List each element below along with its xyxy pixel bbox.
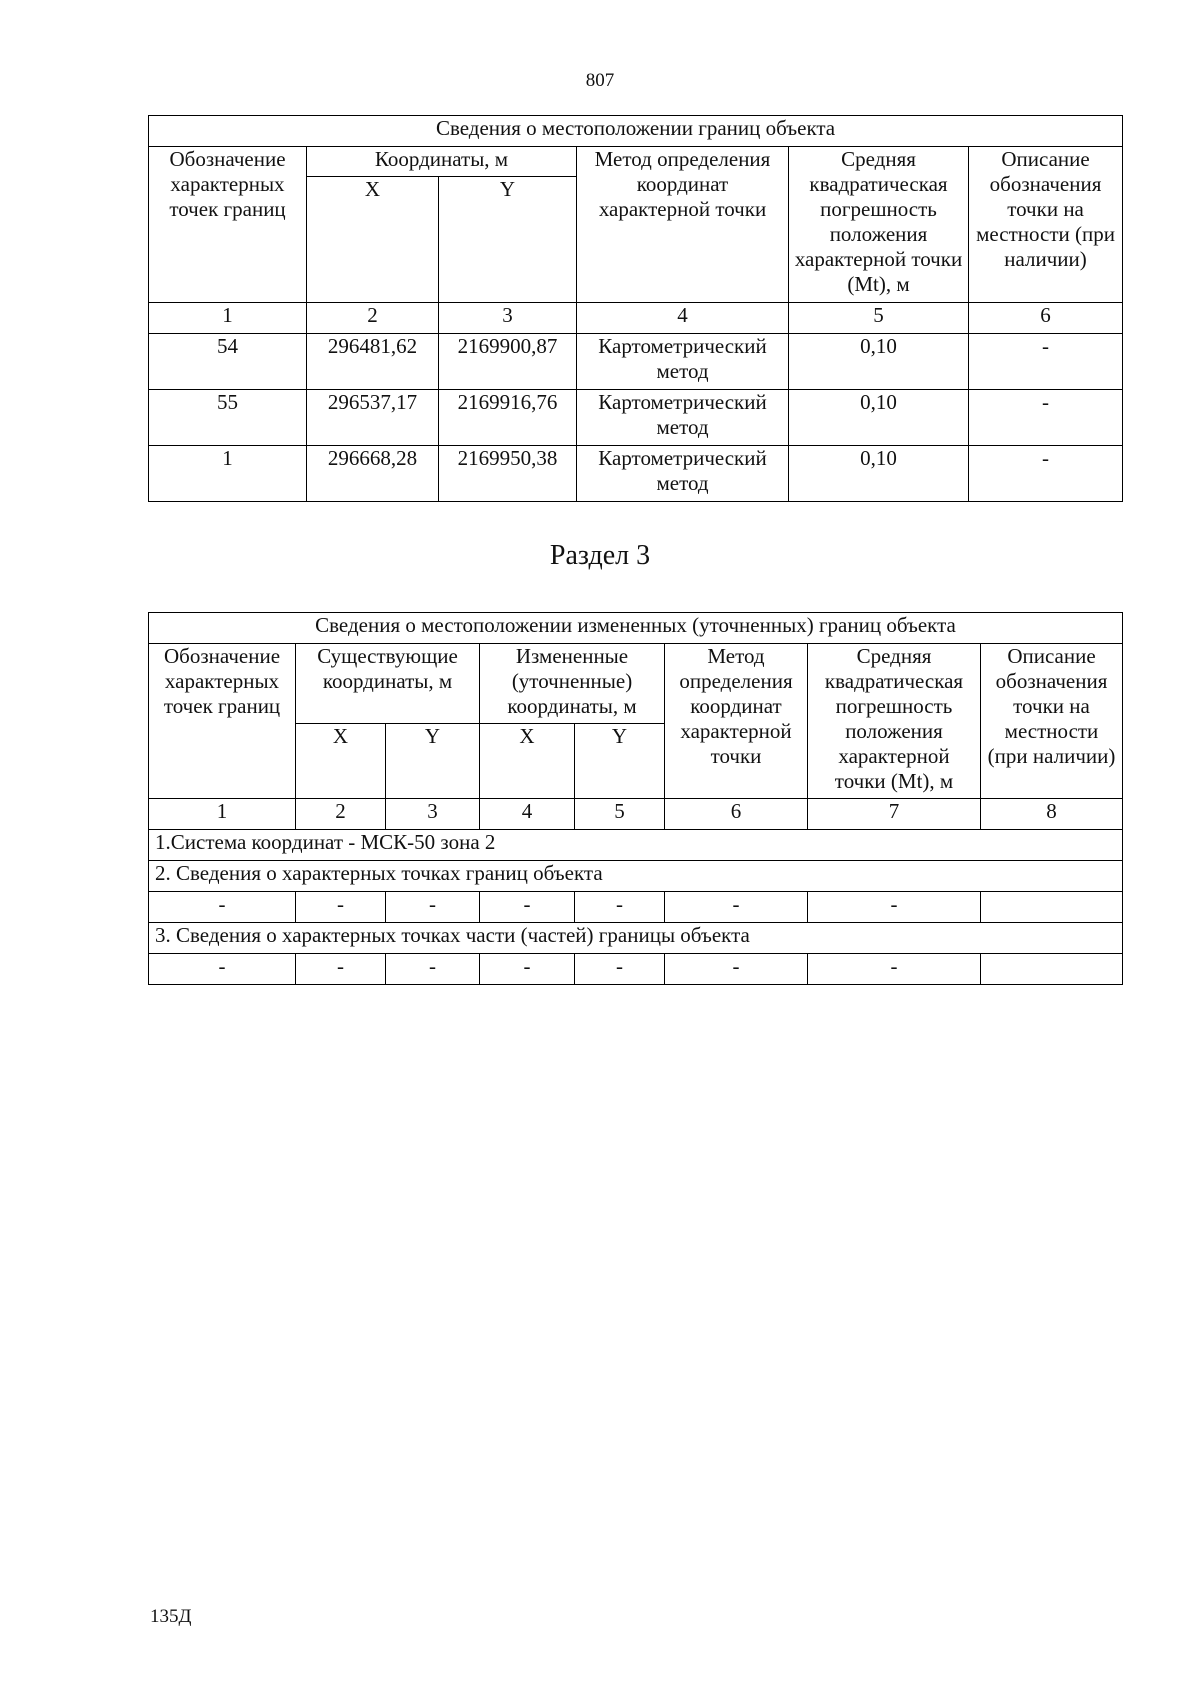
description: - bbox=[969, 446, 1123, 502]
header-changed-coordinates: Измененные (уточненные) координаты, м bbox=[480, 644, 665, 724]
empty-cell: - bbox=[149, 954, 296, 985]
column-number: 3 bbox=[386, 799, 480, 830]
column-number: 1 bbox=[149, 799, 296, 830]
coord-y: 2169950,38 bbox=[439, 446, 577, 502]
empty-cell: - bbox=[296, 954, 386, 985]
column-number: 2 bbox=[307, 303, 439, 334]
header-method: Метод определения координат характерной точки bbox=[665, 644, 808, 799]
page-number: 807 bbox=[585, 70, 615, 91]
empty-cell: - bbox=[575, 954, 665, 985]
empty-cell: - bbox=[808, 954, 981, 985]
point-number: 55 bbox=[149, 390, 307, 446]
empty-cell: - bbox=[149, 892, 296, 923]
method: Картометрический метод bbox=[577, 390, 789, 446]
header-error: Средняя квадратическая погрешность положения характерной точки (Mt), м bbox=[789, 147, 969, 303]
changed-boundaries-table bbox=[148, 612, 1123, 985]
point-number: 54 bbox=[149, 334, 307, 390]
column-number: 7 bbox=[808, 799, 981, 830]
header-description: Описание обозначения точки на местности (при наличии) bbox=[981, 644, 1123, 799]
error-mt: 0,10 bbox=[789, 446, 969, 502]
header-description: Описание обозначения точки на местности (при наличии) bbox=[969, 147, 1123, 303]
error-mt: 0,10 bbox=[789, 334, 969, 390]
section-row-part-boundary-points: 3. Сведения о характерных точках части (частей) границы объекта bbox=[149, 923, 1123, 954]
column-number: 5 bbox=[789, 303, 969, 334]
boundary-points-table bbox=[148, 115, 1123, 502]
header-x: X bbox=[480, 724, 575, 799]
table-row bbox=[149, 954, 1123, 985]
column-number: 2 bbox=[296, 799, 386, 830]
column-number: 1 bbox=[149, 303, 307, 334]
coord-x: 296668,28 bbox=[307, 446, 439, 502]
column-number: 4 bbox=[577, 303, 789, 334]
empty-cell: - bbox=[665, 892, 808, 923]
table-row bbox=[149, 390, 1123, 446]
empty-cell: - bbox=[296, 892, 386, 923]
empty-cell bbox=[981, 892, 1123, 923]
table-title: Сведения о местоположении границ объекта bbox=[149, 116, 1123, 147]
coord-y: 2169900,87 bbox=[439, 334, 577, 390]
method: Картометрический метод bbox=[577, 446, 789, 502]
table-title: Сведения о местоположении измененных (уточненных) границ объекта bbox=[149, 613, 1123, 644]
empty-cell: - bbox=[386, 954, 480, 985]
column-number-row bbox=[149, 799, 1123, 830]
point-number: 1 bbox=[149, 446, 307, 502]
section-row-coordinate-system: 1.Система координат - МСК-50 зона 2 bbox=[149, 830, 1123, 861]
header-y: Y bbox=[439, 177, 577, 303]
empty-cell: - bbox=[480, 892, 575, 923]
column-number: 3 bbox=[439, 303, 577, 334]
header-x: X bbox=[307, 177, 439, 303]
header-existing-coordinates: Существующие координаты, м bbox=[296, 644, 480, 724]
error-mt: 0,10 bbox=[789, 390, 969, 446]
column-number: 4 bbox=[480, 799, 575, 830]
column-number: 6 bbox=[969, 303, 1123, 334]
empty-cell: - bbox=[480, 954, 575, 985]
section-row-boundary-points: 2. Сведения о характерных точках границ объекта bbox=[149, 861, 1123, 892]
empty-cell: - bbox=[665, 954, 808, 985]
column-number: 5 bbox=[575, 799, 665, 830]
footer-code: 135Д bbox=[150, 1606, 192, 1627]
header-x: X bbox=[296, 724, 386, 799]
header-y: Y bbox=[575, 724, 665, 799]
description: - bbox=[969, 390, 1123, 446]
section-heading: Раздел 3 bbox=[549, 540, 651, 571]
table-row bbox=[149, 334, 1123, 390]
coord-y: 2169916,76 bbox=[439, 390, 577, 446]
column-number-row bbox=[149, 303, 1123, 334]
table-row bbox=[149, 446, 1123, 502]
empty-cell bbox=[981, 954, 1123, 985]
header-y: Y bbox=[386, 724, 480, 799]
coord-x: 296481,62 bbox=[307, 334, 439, 390]
coord-x: 296537,17 bbox=[307, 390, 439, 446]
header-designation: Обозначение характерных точек границ bbox=[149, 147, 307, 303]
empty-cell: - bbox=[575, 892, 665, 923]
header-coordinates: Координаты, м bbox=[307, 147, 577, 177]
empty-cell: - bbox=[386, 892, 480, 923]
description: - bbox=[969, 334, 1123, 390]
header-error: Средняя квадратическая погрешность положения характерной точки (Mt), м bbox=[808, 644, 981, 799]
table-row bbox=[149, 892, 1123, 923]
header-designation: Обозначение характерных точек границ bbox=[149, 644, 296, 799]
column-number: 8 bbox=[981, 799, 1123, 830]
empty-cell: - bbox=[808, 892, 981, 923]
header-method: Метод определения координат характерной точки bbox=[577, 147, 789, 303]
method: Картометрический метод bbox=[577, 334, 789, 390]
column-number: 6 bbox=[665, 799, 808, 830]
